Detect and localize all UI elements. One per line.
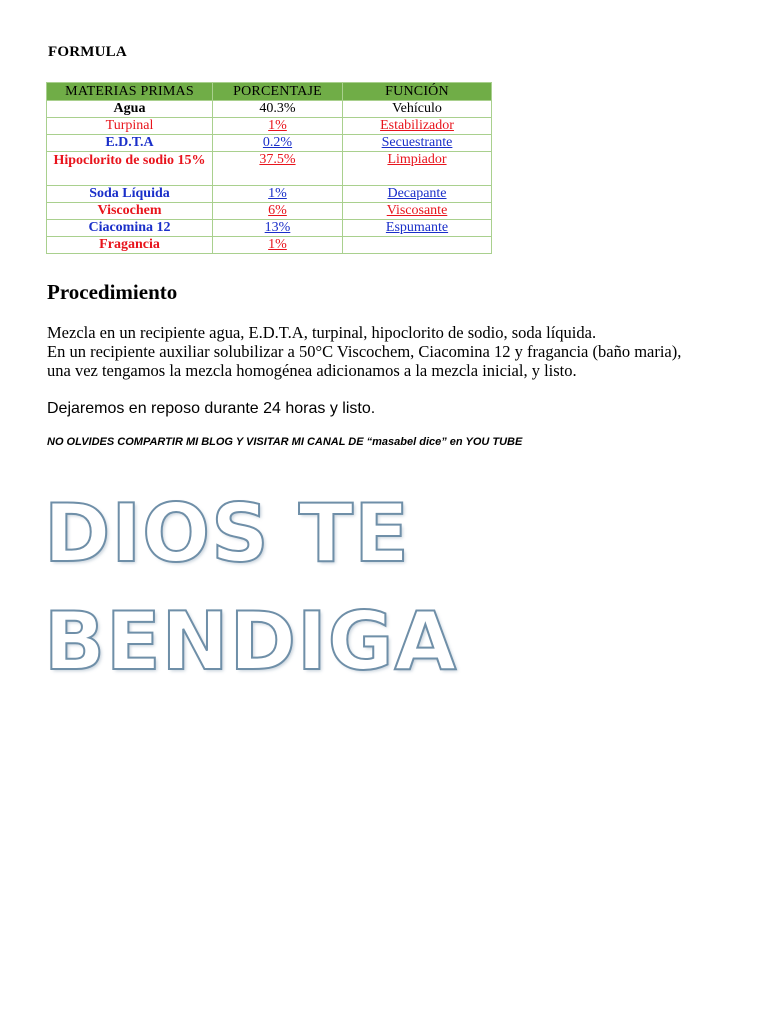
table-row	[47, 186, 492, 203]
procedure-line-1: Mezcla en un recipiente agua, E.D.T.A, turpinal, hipoclorito de sodio, soda líquida.	[47, 323, 597, 342]
ingredient-name: Fragancia	[47, 237, 213, 254]
ingredient-name: Turpinal	[47, 118, 213, 135]
ingredient-percent: 1%	[213, 118, 343, 135]
table-row	[47, 118, 492, 135]
procedure-line-3: una vez tengamos la mezcla homogénea adicionamos a la mezcla inicial, y listo.	[47, 361, 577, 380]
table-row	[47, 152, 492, 186]
table-row	[47, 237, 492, 254]
ingredient-name: Hipoclorito de sodio 15%	[47, 152, 213, 186]
ingredient-percent: 13%	[213, 220, 343, 237]
share-note: NO OLVIDES COMPARTIR MI BLOG Y VISITAR MI CANAL DE “masabel dice” en YOU TUBE	[47, 436, 523, 448]
blessing-line-1: DIOS TE	[44, 487, 410, 580]
blessing-wordart	[44, 480, 457, 696]
procedure-heading: Procedimiento	[47, 280, 178, 304]
header-funcion: FUNCIÓN	[343, 83, 492, 101]
table-row	[47, 101, 492, 118]
header-porcentaje: PORCENTAJE	[213, 83, 343, 101]
blessing-line-2: BENDIGA	[44, 595, 458, 688]
table-row	[47, 203, 492, 220]
ingredient-function	[343, 237, 492, 254]
ingredient-percent: 0.2%	[213, 135, 343, 152]
table-row	[47, 220, 492, 237]
ingredient-name: Viscochem	[47, 203, 213, 220]
ingredient-function: Secuestrante	[343, 135, 492, 152]
ingredient-name: Ciacomina 12	[47, 220, 213, 237]
ingredient-name: Agua	[47, 101, 213, 118]
ingredient-name: E.D.T.A	[47, 135, 213, 152]
formula-table	[46, 82, 492, 254]
formula-title: FORMULA	[48, 44, 127, 60]
ingredient-function: Espumante	[343, 220, 492, 237]
ingredient-function: Decapante	[343, 186, 492, 203]
rest-instruction: Dejaremos en reposo durante 24 horas y listo.	[47, 400, 376, 417]
procedure-line-2: En un recipiente auxiliar solubilizar a 50°C Viscochem, Ciacomina 12 y fragancia (baño maria),	[47, 342, 682, 361]
table-row	[47, 135, 492, 152]
ingredient-function: Viscosante	[343, 203, 492, 220]
procedure-text	[47, 323, 747, 380]
ingredient-percent: 1%	[213, 237, 343, 254]
ingredient-percent: 1%	[213, 186, 343, 203]
ingredient-name: Soda Líquida	[47, 186, 213, 203]
header-materias-primas: MATERIAS PRIMAS	[47, 83, 213, 101]
ingredient-function: Estabilizador	[343, 118, 492, 135]
ingredient-percent: 6%	[213, 203, 343, 220]
ingredient-percent: 37.5%	[213, 152, 343, 186]
table-header-row	[47, 83, 492, 101]
ingredient-function: Vehículo	[343, 101, 492, 118]
ingredient-function: Limpiador	[343, 152, 492, 186]
ingredient-percent: 40.3%	[213, 101, 343, 118]
